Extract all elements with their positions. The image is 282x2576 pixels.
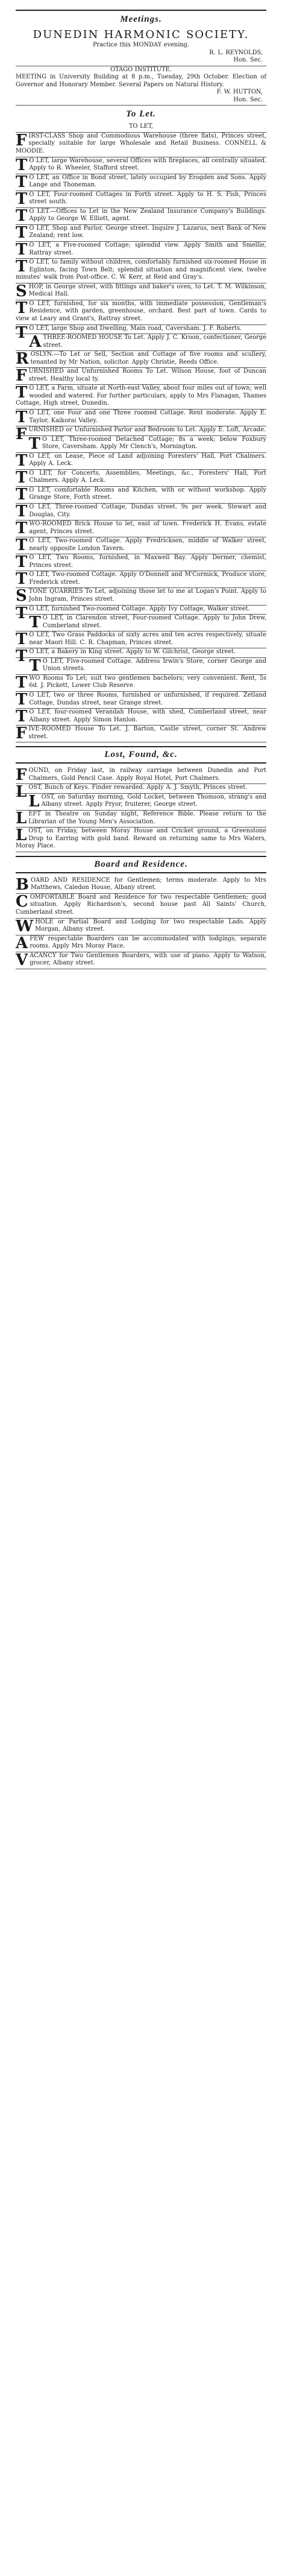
to-let-ad: TO LET, in Clarendon street, Four-roomed Cottage. Apply to John Drew, Cumberland street. <box>16 615 266 631</box>
to-let-ad: TO LET, to family without children, comfortably furnished six-roomed House in Eglinton, facing Town Belt; splendid situation and magnificent view, twelve minutes' walk from Post-office. C. W. Kerr, at Reid and Gray's. <box>16 259 266 283</box>
meeting-notice-harmonic <box>16 28 266 66</box>
to-let-ad: TO LET, Five-roomed Cottage. Address Irwin's Store, corner George and Union streets. <box>16 658 266 675</box>
to-let-ad: TO LET, on Lease, Piece of Land adjoining Foresters' Hall, Port Chalmers. Apply A. Leck. <box>16 451 266 470</box>
to-let-ad: TO LET, a Five-roomed Cottage; splendid view. Apply Smith and Smellie, Rattray street. <box>16 241 266 259</box>
to-let-heading <box>16 123 266 133</box>
board-residence-ad: AFEW respectable Boarders can be accommodated with lodgings, separate rooms. Apply Mrs Moray Place. <box>16 934 266 952</box>
to-let-ad: ROSLYN.—To Let or Sell, Section and Cottage of five rooms and scullery, tenanted by Mr Nation, solicitor. Apply Christie, Reeds Office. <box>16 350 266 369</box>
lost-found-ad: LOST, on Friday, between Moray House and Cricket ground, a Greenstone Drop to Earring with gold band. Reward on returning same to Mrs Waters, Moray Place. <box>16 828 266 852</box>
to-let-ad: TO LET, two or three Rooms, furnished or unfurnished, if required. Zetland Cottage, Dundas street, near Grange street. <box>16 691 266 709</box>
to-let-ad: FIVE-ROOMED House To Let. J. Barton, Castle street, corner St. Andrew street. <box>16 724 266 743</box>
meeting-signature-role: Hon. Sec. <box>233 57 263 64</box>
meeting-signature-role: Hon. Sec. <box>233 96 263 103</box>
to-let-ad: TO LET, furnished, for six months, with immediate possession, Gentleman's Residence, with garden, greenhouse, orchard. Best part of town. Cards to view at Leary and Grant's, Rattray street. <box>16 300 266 325</box>
lost-found-ad: LOST, Bunch of Keys. Finder rewarded. Apply A. J. Smyth, Princes street. <box>16 784 266 794</box>
lost-found-ad: LEFT in Theatre on Sunday night, Reference Bible. Please return to the Librarian of the Young Men's Association. <box>16 809 266 828</box>
to-let-ad: ATHREE-ROOMED HOUSE To Let. Apply J. C. Kroon, confectioner, George street. <box>16 334 266 351</box>
to-let-ad: TO LET, for Concerts, Assemblies, Meetings, &c., Foresters' Hall, Port Chalmers. Apply A. Leck. <box>16 468 266 487</box>
section-heading-lost-found <box>16 746 266 764</box>
to-let-ad: TWO-ROOMED Brick House to let, east of town. Frederick H. Evans, estate agent, Princes street. <box>16 519 266 538</box>
to-let-ad: TO LET, Shop and Parlor, George street. Inquire J. Lazarus, next Bank of New Zealand; rent low. <box>16 223 266 242</box>
meeting-notice-institute <box>16 66 266 106</box>
meeting-signature: R. L. REYNOLDS, <box>209 49 263 56</box>
section-heading-text: Meetings. <box>120 14 162 24</box>
to-let-ad: TO LET, a Farm, situate at North-east Valley, about four miles out of town; well wooded and watered. For further particulars, apply to Mrs Flanagan, Thames Cottage, High street, Dunedin. <box>16 385 266 410</box>
to-let-ad: TO LET, Two-roomed Cottage. Apply O'Donnell and M'Cormick, Produce store, Frederick street. <box>16 570 266 589</box>
to-let-ad: STONE QUARRIES To Let, adjoining those let to me at Logan's Point. Apply to John Ingram, Princes street. <box>16 587 266 606</box>
section-heading-text: Lost, Found, &c. <box>104 750 178 760</box>
to-let-ad: TO LET, Two-roomed Cottage. Apply Fredricksen, middle of Walker street, nearly opposite London Tavern. <box>16 536 266 555</box>
to-let-ad: TO LET, Two Rooms, furnished, in Maxwell Bay. Apply Dermer, chemist, Princes street. <box>16 553 266 572</box>
to-let-ad: SHOP, in George street, with fittings and baker's oven, to Let. T. M. Wilkinson, Medical Hall. <box>16 282 266 300</box>
board-residence-ad: BOARD AND RESIDENCE for Gentlemen; terms moderate. Apply to Mrs Matthews, Caledon House, Albany street. <box>16 875 266 894</box>
board-residence-ad-list <box>16 877 266 969</box>
board-residence-ad: WHOLE or Partial Board and Lodging for two respectable Lads. Apply Morgan, Albany street. <box>16 917 266 935</box>
to-let-ad: TO LET.—Offices to Let in the New Zealand Insurance Company's Buildings. Apply to George W. Elliott, agent. <box>16 206 266 225</box>
to-let-ad: FIRST-CLASS Shop and Commodious Warehouse (three flats), Princes street, specially suitable for large Wholesale and Retail Business. CONNELL & MOODIE. <box>16 133 266 157</box>
to-let-ad: TO LET, furnished Two-roomed Cottage. Apply Ivy Cottage, Walker street. <box>16 606 266 615</box>
board-residence-ad: VACANCY for Two Gentlemen Boarders, with use of piano. Apply to Watson, grocer, Albany street. <box>16 951 266 969</box>
to-let-ad: TO LET, comfortable Rooms and Kitchen, with or without workshop. Apply Grange Store, Forth street. <box>16 485 266 504</box>
to-let-ad: TO LET, Three-roomed Cottage, Dundas street. 9s per week. Stewart and Douglas, City. <box>16 502 266 521</box>
meeting-signature: F. W. HUTTON, <box>216 89 263 96</box>
to-let-ad: TO LET, Four-roomed Cottages in Forth street. Apply to H. S. Fish, Princes street south. <box>16 189 266 208</box>
to-let-ad: FURNISHED and Unfurnished Rooms To Let. Wilson House, foot of Duncan street. Healthy local ty. <box>16 367 266 385</box>
to-let-ad: TO LET, an Office in Bond street, lately occupied by Erogden and Sons. Apply Lange and Thoneman. <box>16 172 266 191</box>
to-let-ad: FURNISHED or Unfurnished Parlor and Bedroom to Let. Apply E. Loft, Arcade. <box>16 425 266 444</box>
meeting-title: OTAGO INSTITUTE. <box>110 66 172 73</box>
lost-found-ad: FOUND, on Friday last, in railway carriage between Dunedin and Port Chalmers, Gold Pencil Case. Apply Royal Hotel, Port Chalmers. <box>16 766 266 785</box>
section-heading-board <box>16 856 266 873</box>
to-let-ad: TO LET, large Shop and Dwelling, Main road, Caversham. J. F. Roberts. <box>16 325 266 335</box>
section-heading-text: Board and Residence. <box>94 859 188 869</box>
to-let-heading-text: TO LET, <box>128 123 154 130</box>
to-let-ad: TO LET, Three-roomed Detached Cottage; 8s a week; below Foxbury Store, Caversham. Apply Mr Clench's, Mornington. <box>16 436 266 453</box>
meeting-body: MEETING in University Building at 8 p.m., Tuesday, 29th October. Election of Governor and Honorary Member. Several Papers on Natural History. <box>16 74 266 88</box>
section-rule <box>16 10 266 11</box>
section-heading-text: To Let. <box>126 109 156 119</box>
to-let-ad: TO LET, a Bakery in King street. Apply to W. Gilchrist, George street. <box>16 648 266 658</box>
meeting-body: Practice this MONDAY evening. <box>92 42 190 48</box>
to-let-ad: TWO Rooms To Let; suit two gentlemen bachelors; very convenient. Rent, 5s 6d. J. Pickett, Lower Club Reserve. <box>16 673 266 692</box>
board-residence-ad: COMFORTABLE Board and Residence for two respectable Gentlemen; good situation. Apply Richardson's, second house past All Saints' Church, Cumberland street. <box>16 894 266 919</box>
to-let-ad-list <box>16 133 266 742</box>
to-let-ad: TO LET, four-roomed Verandah House, with shed, Cumberland street, near Albany street. Apply Simon Hanlon. <box>16 707 266 726</box>
to-let-ad: TO LET, one Four and one Three roomed Cottage. Rent moderate. Apply E. Taylor, Kaikorai Valley. <box>16 408 266 426</box>
to-let-ad: TO LET, large Warehouse, several Offices with fireplaces, all centrally situated. Apply to R. Wheeler, Stafford street. <box>16 156 266 174</box>
lost-found-ad: LOST, on Saturday morning, Gold Locket, between Thomson, strang's and Albany street. Apply Pryor, fruiterer, George street. <box>16 794 266 811</box>
meeting-title: DUNEDIN HARMONIC SOCIETY. <box>33 28 249 41</box>
section-heading-meetings <box>16 10 266 25</box>
to-let-ad: TO LET, Two Grass Paddocks of sixty acres and ten acres respectively, situate near Maori Hill. C. R. Chapman, Princes street. <box>16 630 266 649</box>
section-heading-to-let <box>16 109 266 119</box>
lost-found-ad-list <box>16 767 266 852</box>
